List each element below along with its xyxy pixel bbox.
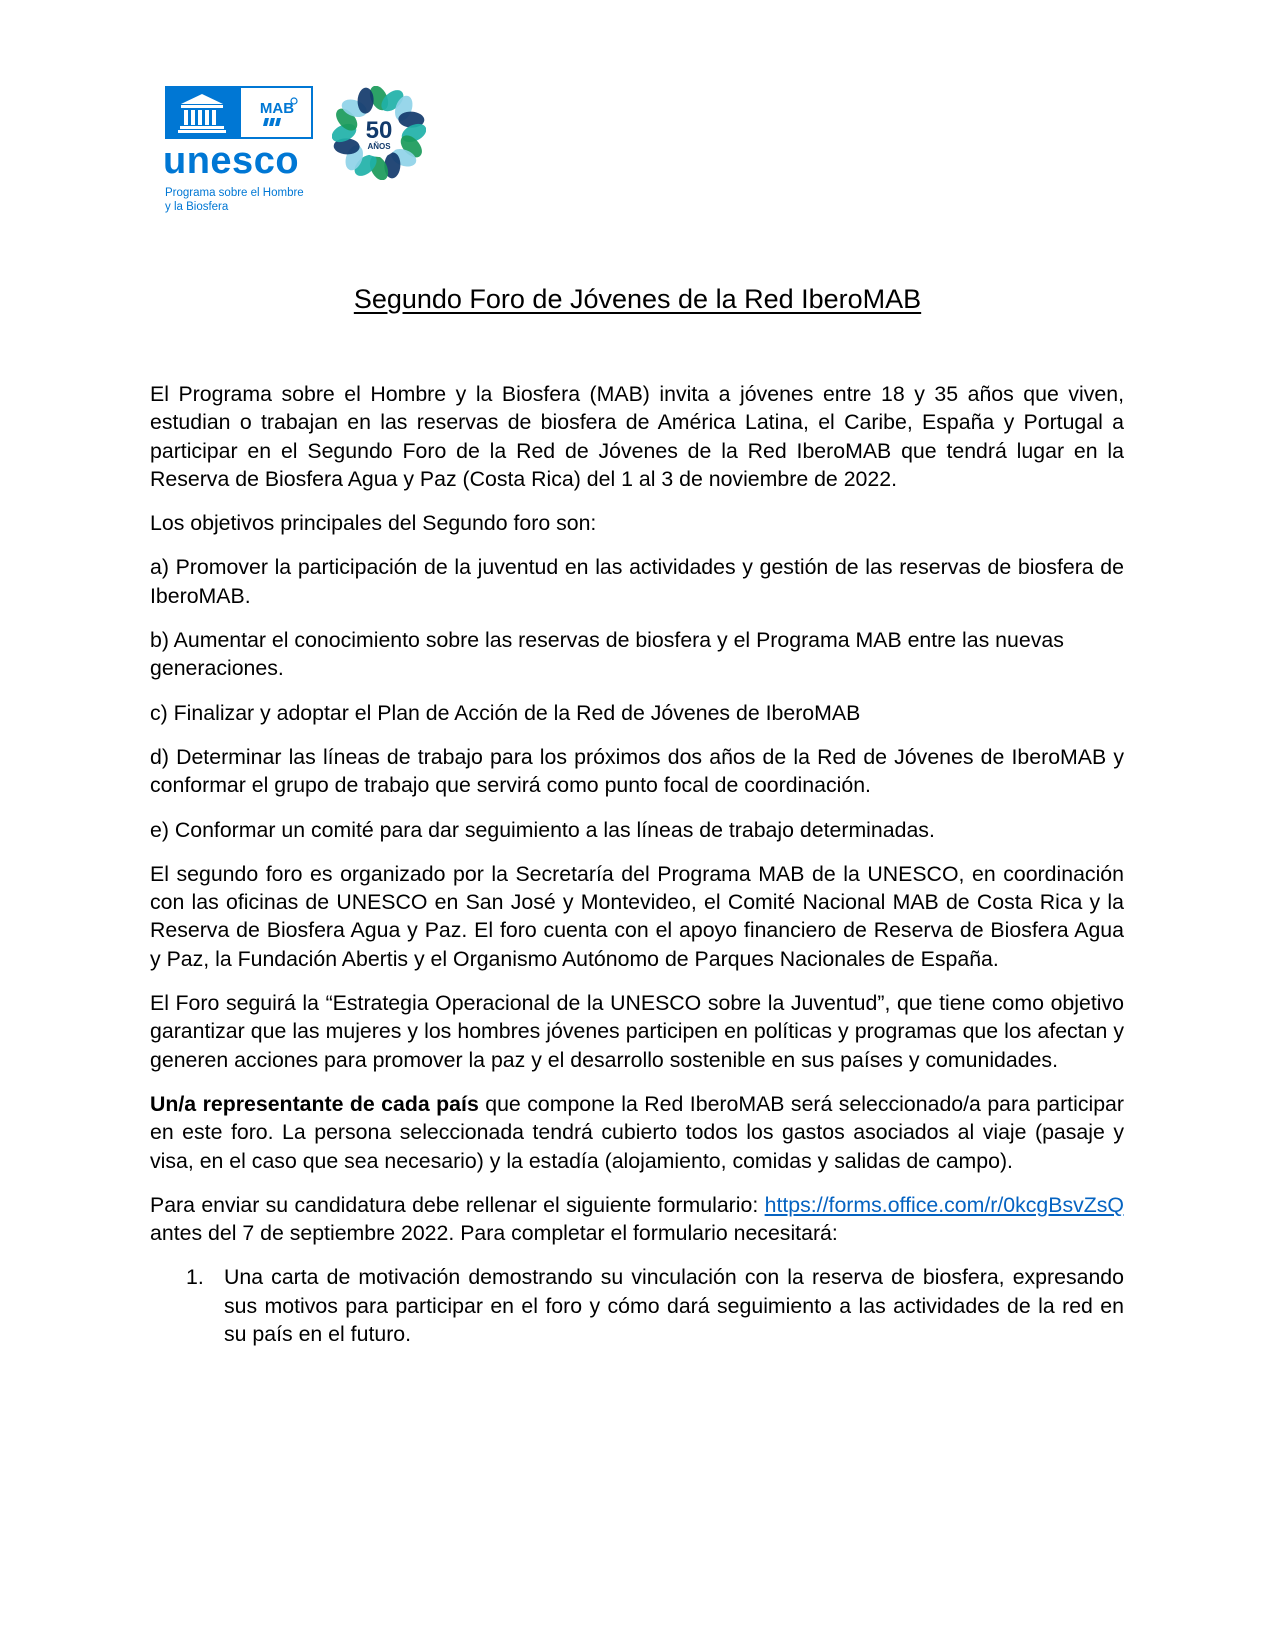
mab-mark-text: MAB — [259, 100, 295, 117]
temple-icon — [167, 88, 241, 137]
application-paragraph — [150, 1191, 1124, 1248]
objective-c: c) Finalizar y adoptar el Plan de Acción de la Red de Jóvenes de IberoMAB — [150, 700, 861, 725]
anniversary-number: 50 — [365, 117, 393, 144]
unesco-wordmark: unesco — [163, 140, 300, 182]
document-title: Segundo Foro de Jóvenes de la Red IberoMAB — [353, 284, 922, 314]
unesco-subtitle — [165, 186, 304, 214]
requirements-list — [150, 1263, 1124, 1348]
anniversary-label: AÑOS — [367, 142, 391, 151]
objective-a: a) Promover la participación de la juventud en las actividades y gestión de las reservas de biosfera de IberoMAB. — [150, 555, 1124, 608]
mab-icon — [241, 88, 311, 137]
unesco-subtitle-line1: Programa sobre el Hombre — [165, 187, 304, 199]
objective-e: e) Conformar un comité para dar seguimiento a las líneas de trabajo determinadas. — [150, 817, 935, 842]
application-text-before: Para enviar su candidatura debe rellenar el siguiente formulario: — [150, 1192, 765, 1217]
representative-paragraph — [150, 1090, 1124, 1175]
list-item-text: Una carta de motivación demostrando su vinculación con la reserva de biosfera, expresando sus motivos para participar en el foro y cómo dará seguimiento a las actividades de la red en su país en el futuro. — [224, 1265, 1124, 1347]
unesco-emblem-box — [165, 86, 313, 139]
representative-text: que compone la Red IberoMAB será seleccionado/a para participar en este foro. La persona seleccionada tendrá cubierto todos los gastos asociados al viaje (pasaje y visa, en el caso que sea necesario) y la estadía (alojamiento, comidas y salidas de campo). — [150, 1091, 1124, 1173]
list-item-number: 1. — [186, 1265, 204, 1290]
anniversary-50-logo — [332, 86, 426, 180]
representative-bold: Un/a representante de cada país — [150, 1091, 479, 1116]
objective-d: d) Determinar las líneas de trabajo para los próximos dos años de la Red de Jóvenes de IberoMAB y conformar el grupo de trabajo que servirá como punto focal de coordinación. — [150, 744, 1124, 798]
objectives-heading: Los objetivos principales del Segundo foro son: — [150, 511, 597, 536]
objective-b: b) Aumentar el conocimiento sobre las reservas de biosfera y el Programa MAB entre las nuevas generaciones. — [150, 628, 1064, 681]
application-form-link[interactable]: https://forms.office.com/r/0kcgBsvZsQ — [764, 1192, 1124, 1217]
unesco-subtitle-line2: y la Biosfera — [165, 201, 229, 213]
application-text-after: antes del 7 de septiembre 2022. Para completar el formulario necesitará: — [150, 1221, 838, 1246]
intro-paragraph: El Programa sobre el Hombre y la Biosfera (MAB) invita a jóvenes entre 18 y 35 años que viven, estudian o trabajan en las reservas de biosfera de América Latina, el Caribe, España y Portugal a participar en el Segundo Foro de la Red de Jóvenes de la Red IberoMAB que tendrá lugar en la Reserva de Biosfera Agua y Paz (Costa Rica) del 1 al 3 de noviembre de 2022. — [150, 382, 1124, 491]
leaf-wreath-icon — [332, 86, 426, 180]
organizers-paragraph: El segundo foro es organizado por la Secretaría del Programa MAB de la UNESCO, en coordinación con las oficinas de UNESCO en San José y Montevideo, el Comité Nacional MAB de Costa Rica y la Reserva de Biosfera Agua y Paz. El foro cuenta con el apoyo financiero de Reserva de Biosfera Agua y Paz, la Fundación Abertis y el Organismo Autónomo de Parques Nacionales de España. — [150, 861, 1124, 971]
strategy-paragraph: El Foro seguirá la “Estrategia Operacional de la UNESCO sobre la Juventud”, que tiene como objetivo garantizar que las mujeres y los hombres jóvenes participen en políticas y programas que los afectan y generen acciones para promover la paz y el desarrollo sostenible en sus países y comunidades. — [150, 991, 1124, 1072]
list-item — [150, 1263, 1124, 1348]
document-body — [150, 380, 1124, 1348]
